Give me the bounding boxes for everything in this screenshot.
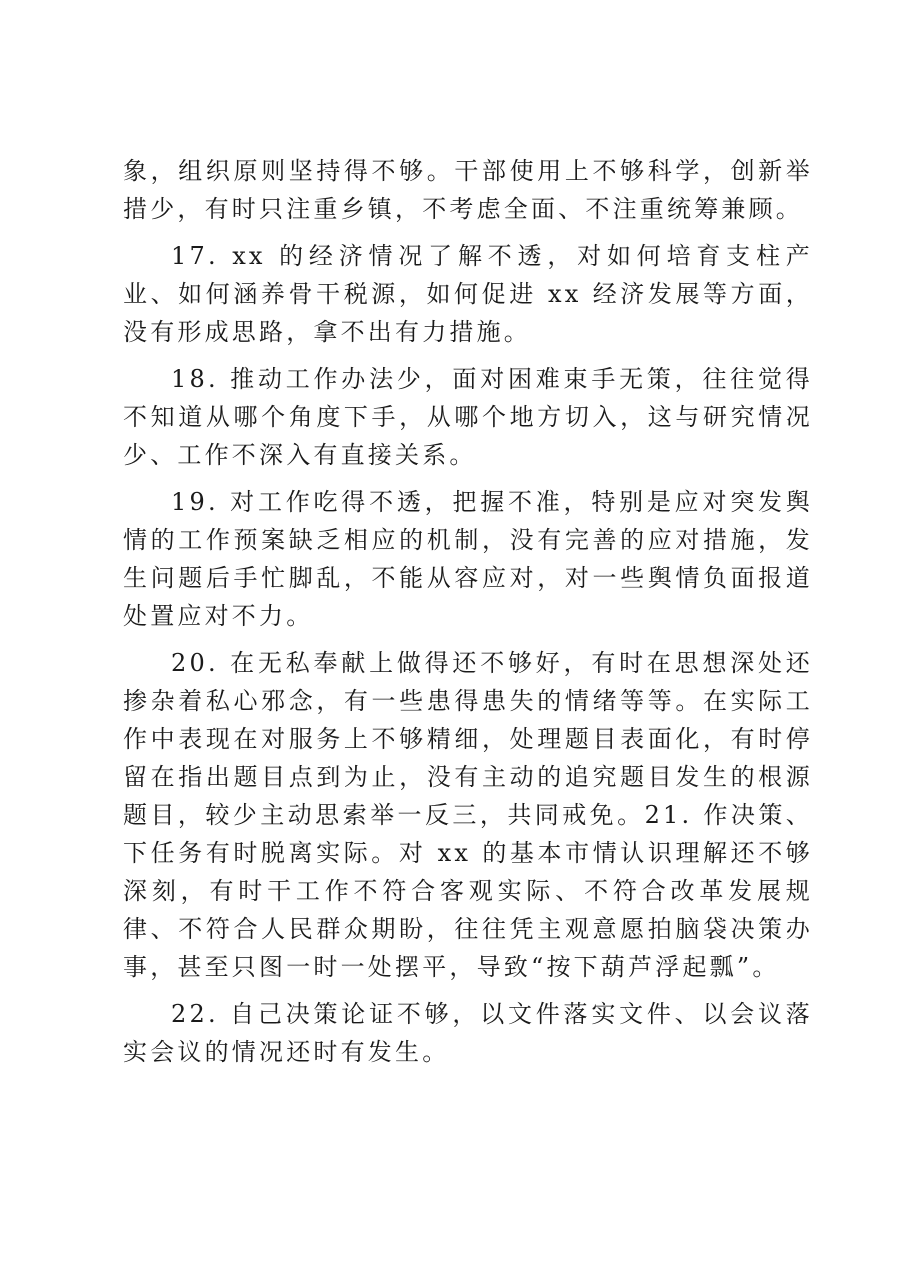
paragraph-item-20: 20. 在无私奉献上做得还不够好，有时在思想深处还掺杂着私心邪念，有一些患得患失的情绪等等。在实际工作中表现在对服务上不够精细，处理题目表面化，有时停留在指出题目点到为止，没有主动的追究题目发生的根源题目，较少主动思索举一反三，共同戒免。21. 作决策、下任务有时脱离实际。对 xx 的基本市情认识理解还不够深刻，有时干工作不符合客观实际、不符合改革发展规律、不符合人民群众期盼，往往凭主观意愿拍脑袋决策办事，甚至只图一时一处摆平，导致“按下葫芦浮起瓢”。 — [123, 649, 813, 981]
paragraph-item-18: 18. 推动工作办法少，面对困难束手无策，往往觉得不知道从哪个角度下手，从哪个地方切入，这与研究情况少、工作不深入有直接关系。 — [123, 365, 813, 469]
document-body — [123, 152, 813, 1080]
paragraph-item-22: 22. 自己决策论证不够，以文件落实文件、以会议落实会议的情况还时有发生。 — [123, 1000, 813, 1066]
paragraph-item-19: 19. 对工作吃得不透，把握不准，特别是应对突发舆情的工作预案缺乏相应的机制，没有完善的应对措施，发生问题后手忙脚乱，不能从容应对，对一些舆情负面报道处置应对不力。 — [123, 488, 813, 630]
paragraph-continuation: 象，组织原则坚持得不够。干部使用上不够科学，创新举措少，有时只注重乡镇，不考虑全面、不注重统筹兼顾。 — [123, 157, 813, 223]
paragraph-item-17: 17. xx 的经济情况了解不透，对如何培育支柱产业、如何涵养骨干税源，如何促进 xx 经济发展等方面，没有形成思路，拿不出有力措施。 — [123, 242, 813, 346]
